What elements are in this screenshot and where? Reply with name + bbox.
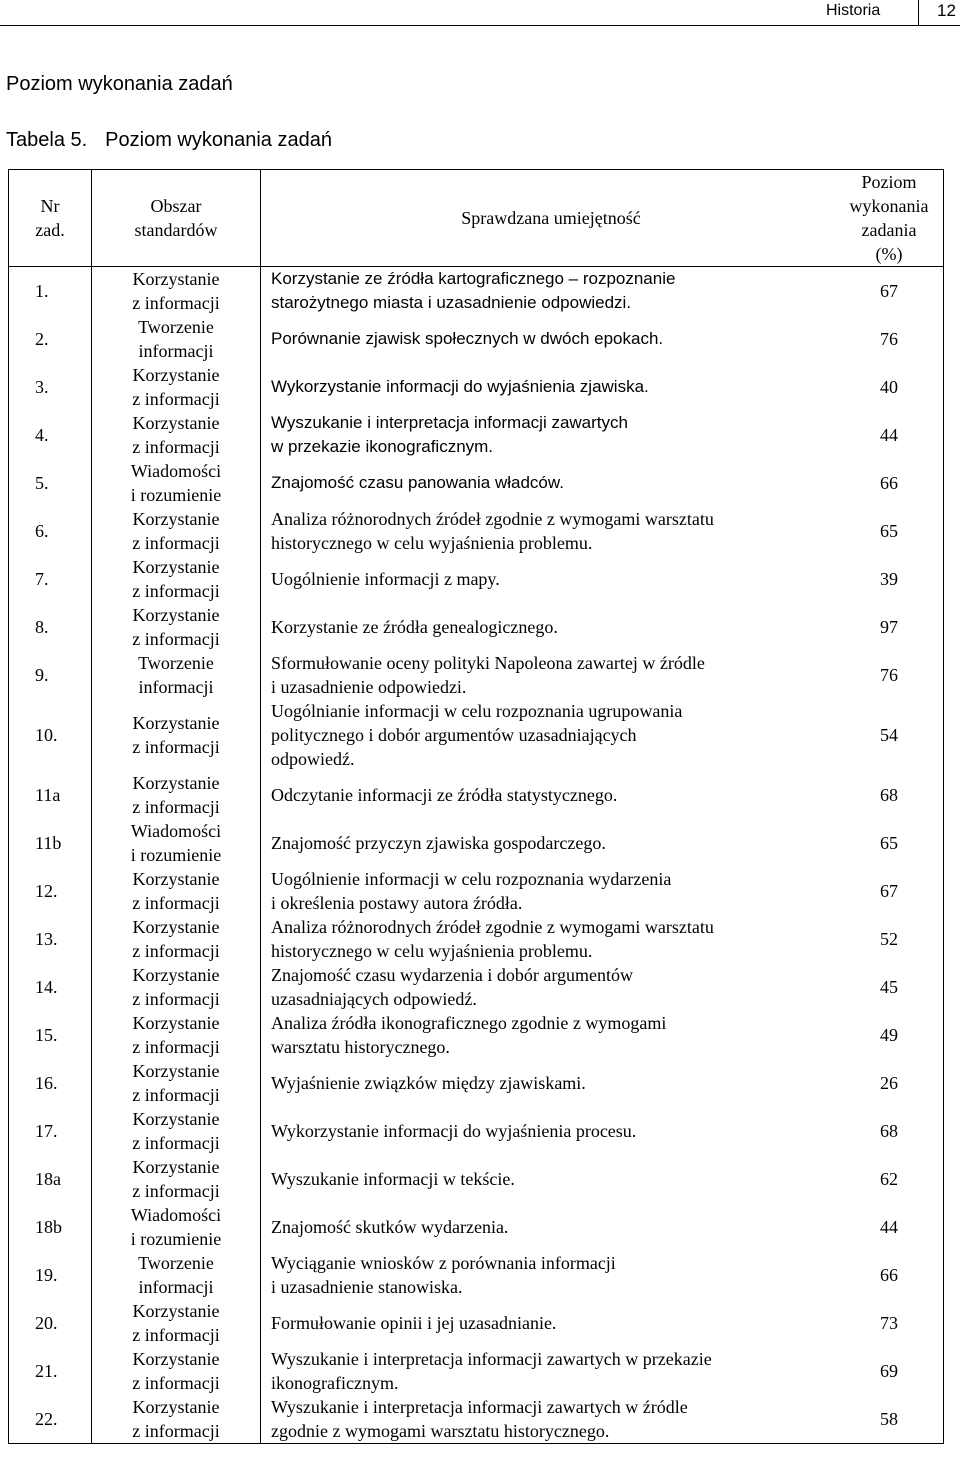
task-number: 11b: [9, 819, 92, 867]
standard-area: [92, 915, 261, 963]
table-row: [9, 1203, 944, 1251]
tested-skill: [261, 507, 836, 555]
table-row: [9, 819, 944, 867]
standard-area-line: Korzystanie: [132, 509, 220, 529]
header-rule: [0, 25, 960, 26]
page-header: [0, 0, 960, 26]
completion-percent: 45: [835, 963, 944, 1011]
completion-percent: 54: [835, 699, 944, 771]
standard-area-line: informacji: [138, 1277, 214, 1297]
table-row: [9, 459, 944, 507]
table-caption-label: Tabela 5.: [6, 129, 88, 151]
standard-area-line: Korzystanie: [132, 557, 220, 577]
standard-area-line: z informacji: [132, 533, 220, 553]
table-row: [9, 651, 944, 699]
standard-area: [92, 363, 261, 411]
standard-area-line: z informacji: [132, 1181, 220, 1201]
completion-percent: 76: [835, 315, 944, 363]
standard-area: [92, 963, 261, 1011]
standard-area-line: Korzystanie: [132, 1301, 220, 1321]
completion-percent: 49: [835, 1011, 944, 1059]
standard-area-line: Korzystanie: [132, 605, 220, 625]
section-title: Poziom wykonania zadań: [6, 73, 233, 95]
standard-area-line: z informacji: [132, 797, 220, 817]
standard-area-line: Wiadomości: [130, 461, 222, 481]
tested-skill: [261, 363, 836, 411]
tested-skill: [261, 1251, 836, 1299]
table-row: [9, 1059, 944, 1107]
standard-area-line: Korzystanie: [132, 917, 220, 937]
tested-skill: [261, 915, 836, 963]
task-number: 22.: [9, 1395, 92, 1444]
table-row: [9, 771, 944, 819]
completion-percent: 62: [835, 1155, 944, 1203]
standard-area-line: Korzystanie: [132, 869, 220, 889]
task-number: 7.: [9, 555, 92, 603]
tested-skill: [261, 1011, 836, 1059]
table-row: [9, 1155, 944, 1203]
col-header-pct-line: Poziom: [861, 172, 917, 192]
table-row: [9, 963, 944, 1011]
results-table: [8, 169, 944, 1444]
task-number: 17.: [9, 1107, 92, 1155]
table-row: [9, 867, 944, 915]
standard-area-line: z informacji: [132, 437, 220, 457]
tested-skill: [261, 771, 836, 819]
table-row: [9, 1299, 944, 1347]
col-header-nr: [9, 170, 92, 267]
completion-percent: 44: [835, 1203, 944, 1251]
table-caption-title: Poziom wykonania zadań: [105, 129, 332, 151]
task-number: 9.: [9, 651, 92, 699]
col-header-pct-line: wykonania: [849, 196, 929, 216]
standard-area: [92, 459, 261, 507]
tested-skill-line: zgodnie z wymogami warsztatu historycznego.: [271, 1421, 610, 1441]
task-number: 20.: [9, 1299, 92, 1347]
standard-area: [92, 867, 261, 915]
standard-area: [92, 1251, 261, 1299]
standard-area: [92, 1203, 261, 1251]
standard-area-line: z informacji: [132, 293, 220, 313]
tested-skill: [261, 1347, 836, 1395]
table-row: [9, 1347, 944, 1395]
tested-skill-line: i uzasadnienie odpowiedzi.: [271, 677, 467, 697]
standard-area: [92, 1347, 261, 1395]
tested-skill-line: Analiza źródła ikonograficznego zgodnie z wymogami: [271, 1013, 667, 1033]
standard-area: [92, 1107, 261, 1155]
tested-skill: [261, 1203, 836, 1251]
standard-area: [92, 555, 261, 603]
tested-skill-line: i uzasadnienie stanowiska.: [271, 1277, 463, 1297]
standard-area-line: z informacji: [132, 1133, 220, 1153]
tested-skill-line: Wyszukanie informacji w tekście.: [271, 1169, 515, 1189]
standard-area-line: z informacji: [132, 1325, 220, 1345]
completion-percent: 73: [835, 1299, 944, 1347]
col-header-nr-line: zad.: [35, 220, 65, 240]
table-row: [9, 363, 944, 411]
task-number: 18a: [9, 1155, 92, 1203]
tested-skill: [261, 1299, 836, 1347]
col-header-pct: [835, 170, 944, 267]
tested-skill-line: historycznego w celu wyjaśnienia problemu.: [271, 533, 593, 553]
standard-area-line: z informacji: [132, 989, 220, 1009]
standard-area: [92, 1395, 261, 1444]
task-number: 18b: [9, 1203, 92, 1251]
tested-skill-line: starożytnego miasta i uzasadnienie odpowiedzi.: [271, 293, 632, 312]
completion-percent: 67: [835, 867, 944, 915]
standard-area-line: z informacji: [132, 1037, 220, 1057]
standard-area: [92, 771, 261, 819]
standard-area-line: Tworzenie: [138, 653, 214, 673]
standard-area-line: Tworzenie: [138, 1253, 214, 1273]
tested-skill: [261, 315, 836, 363]
completion-percent: 66: [835, 1251, 944, 1299]
col-header-pct-line: (%): [875, 244, 903, 264]
completion-percent: 66: [835, 459, 944, 507]
tested-skill-line: Znajomość przyczyn zjawiska gospodarczego.: [271, 833, 606, 853]
tested-skill-line: i określenia postawy autora źródła.: [271, 893, 523, 913]
tested-skill-line: odpowiedź.: [271, 749, 355, 769]
tested-skill-line: Analiza różnorodnych źródeł zgodnie z wymogami warsztatu: [271, 509, 714, 529]
standard-area-line: Korzystanie: [132, 365, 220, 385]
tested-skill-line: warsztatu historycznego.: [271, 1037, 450, 1057]
tested-skill: [261, 1107, 836, 1155]
standard-area-line: z informacji: [132, 941, 220, 961]
header-divider: [918, 0, 919, 25]
standard-area-line: z informacji: [132, 629, 220, 649]
table-row: [9, 267, 944, 316]
tested-skill: [261, 1059, 836, 1107]
table-row: [9, 1011, 944, 1059]
standard-area: [92, 1155, 261, 1203]
table-row: [9, 915, 944, 963]
standard-area: [92, 315, 261, 363]
tested-skill: [261, 555, 836, 603]
tested-skill-line: ikonograficznym.: [271, 1373, 399, 1393]
col-header-nr-line: Nr: [40, 196, 60, 216]
task-number: 15.: [9, 1011, 92, 1059]
tested-skill: [261, 603, 836, 651]
completion-percent: 68: [835, 771, 944, 819]
standard-area: [92, 507, 261, 555]
subject-label: Historia: [826, 2, 881, 19]
tested-skill-line: Znajomość czasu wydarzenia i dobór argumentów: [271, 965, 634, 985]
standard-area-line: i rozumienie: [130, 485, 222, 505]
tested-skill-line: Odczytanie informacji ze źródła statystycznego.: [271, 785, 618, 805]
task-number: 4.: [9, 411, 92, 459]
table-row: [9, 555, 944, 603]
tested-skill-line: Formułowanie opinii i jej uzasadnianie.: [271, 1313, 557, 1333]
standard-area-line: Korzystanie: [132, 1157, 220, 1177]
tested-skill: [261, 459, 836, 507]
tested-skill: [261, 867, 836, 915]
completion-percent: 65: [835, 819, 944, 867]
completion-percent: 65: [835, 507, 944, 555]
tested-skill-line: Wyciąganie wniosków z porównania informacji: [271, 1253, 616, 1273]
task-number: 6.: [9, 507, 92, 555]
tested-skill-line: Znajomość czasu panowania władców.: [271, 473, 564, 492]
standard-area-line: Korzystanie: [132, 1397, 220, 1417]
tested-skill-line: Uogólnianie informacji w celu rozpoznania ugrupowania: [271, 701, 683, 721]
standard-area: [92, 819, 261, 867]
task-number: 16.: [9, 1059, 92, 1107]
tested-skill: [261, 1395, 836, 1444]
tested-skill-line: Wyjaśnienie związków między zjawiskami.: [271, 1073, 586, 1093]
standard-area-line: z informacji: [132, 1373, 220, 1393]
completion-percent: 76: [835, 651, 944, 699]
tested-skill-line: Uogólnienie informacji w celu rozpoznania wydarzenia: [271, 869, 672, 889]
table-caption: [6, 129, 332, 152]
table-row: [9, 603, 944, 651]
table-row: [9, 1107, 944, 1155]
standard-area-line: i rozumienie: [130, 1229, 222, 1249]
task-number: 10.: [9, 699, 92, 771]
tested-skill-line: Wyszukanie i interpretacja informacji zawartych: [271, 413, 628, 432]
tested-skill-line: w przekazie ikonograficznym.: [271, 437, 494, 456]
standard-area-line: informacji: [138, 677, 214, 697]
task-number: 12.: [9, 867, 92, 915]
tested-skill: [261, 267, 836, 316]
standard-area-line: z informacji: [132, 1085, 220, 1105]
col-header-area: [92, 170, 261, 267]
standard-area: [92, 699, 261, 771]
task-number: 8.: [9, 603, 92, 651]
tested-skill: [261, 819, 836, 867]
completion-percent: 68: [835, 1107, 944, 1155]
task-number: 3.: [9, 363, 92, 411]
standard-area-line: Korzystanie: [132, 773, 220, 793]
standard-area-line: Wiadomości: [130, 1205, 222, 1225]
page-number: 12: [937, 1, 956, 20]
table-row: [9, 411, 944, 459]
standard-area: [92, 1059, 261, 1107]
tested-skill-line: Wykorzystanie informacji do wyjaśnienia procesu.: [271, 1121, 637, 1141]
standard-area: [92, 1011, 261, 1059]
task-number: 11a: [9, 771, 92, 819]
standard-area: [92, 1299, 261, 1347]
task-number: 2.: [9, 315, 92, 363]
completion-percent: 52: [835, 915, 944, 963]
tested-skill: [261, 963, 836, 1011]
col-header-area-line: standardów: [134, 220, 218, 240]
standard-area-line: Wiadomości: [130, 821, 222, 841]
tested-skill-line: Wyszukanie i interpretacja informacji zawartych w źródle: [271, 1397, 688, 1417]
task-number: 13.: [9, 915, 92, 963]
standard-area-line: Korzystanie: [132, 1109, 220, 1129]
standard-area-line: Korzystanie: [132, 713, 220, 733]
task-number: 21.: [9, 1347, 92, 1395]
standard-area-line: Korzystanie: [132, 1349, 220, 1369]
tested-skill-line: politycznego i dobór argumentów uzasadniających: [271, 725, 637, 745]
standard-area-line: Korzystanie: [132, 269, 220, 289]
col-header-skill: [261, 170, 836, 267]
standard-area-line: i rozumienie: [130, 845, 222, 865]
completion-percent: 39: [835, 555, 944, 603]
table-body: [9, 267, 944, 1444]
tested-skill-line: Korzystanie ze źródła genealogicznego.: [271, 617, 558, 637]
table-row: [9, 1395, 944, 1444]
standard-area-line: Korzystanie: [132, 1013, 220, 1033]
completion-percent: 67: [835, 267, 944, 316]
tested-skill-line: Sformułowanie oceny polityki Napoleona zawartej w źródle: [271, 653, 705, 673]
tested-skill-line: Korzystanie ze źródła kartograficznego – rozpoznanie: [271, 269, 676, 288]
tested-skill: [261, 1155, 836, 1203]
standard-area-line: z informacji: [132, 581, 220, 601]
standard-area-line: Tworzenie: [138, 317, 214, 337]
tested-skill-line: Porównanie zjawisk społecznych w dwóch epokach.: [271, 329, 664, 348]
standard-area-line: z informacji: [132, 893, 220, 913]
completion-percent: 26: [835, 1059, 944, 1107]
standard-area: [92, 411, 261, 459]
col-header-skill-line: Sprawdzana umiejętność: [461, 208, 641, 228]
tested-skill: [261, 411, 836, 459]
table-row: [9, 315, 944, 363]
col-header-pct-line: zadania: [861, 220, 917, 240]
tested-skill-line: Uogólnienie informacji z mapy.: [271, 569, 500, 589]
standard-area-line: Korzystanie: [132, 965, 220, 985]
tested-skill-line: uzasadniających odpowiedź.: [271, 989, 477, 1009]
completion-percent: 58: [835, 1395, 944, 1444]
standard-area: [92, 651, 261, 699]
completion-percent: 69: [835, 1347, 944, 1395]
tested-skill: [261, 699, 836, 771]
tested-skill: [261, 651, 836, 699]
standard-area-line: Korzystanie: [132, 1061, 220, 1081]
completion-percent: 44: [835, 411, 944, 459]
table-row: [9, 699, 944, 771]
tested-skill-line: Wykorzystanie informacji do wyjaśnienia zjawiska.: [271, 377, 649, 396]
task-number: 14.: [9, 963, 92, 1011]
tested-skill-line: Analiza różnorodnych źródeł zgodnie z wymogami warsztatu: [271, 917, 714, 937]
tested-skill-line: Wyszukanie i interpretacja informacji zawartych w przekazie: [271, 1349, 712, 1369]
standard-area: [92, 603, 261, 651]
table-row: [9, 507, 944, 555]
completion-percent: 97: [835, 603, 944, 651]
standard-area-line: informacji: [138, 341, 214, 361]
col-header-area-line: Obszar: [150, 196, 202, 216]
standard-area-line: z informacji: [132, 389, 220, 409]
tested-skill-line: historycznego w celu wyjaśnienia problemu.: [271, 941, 593, 961]
completion-percent: 40: [835, 363, 944, 411]
standard-area-line: z informacji: [132, 1421, 220, 1441]
task-number: 5.: [9, 459, 92, 507]
task-number: 1.: [9, 267, 92, 316]
standard-area-line: Korzystanie: [132, 413, 220, 433]
tested-skill-line: Znajomość skutków wydarzenia.: [271, 1217, 509, 1237]
table-header-row: [9, 170, 944, 267]
table-row: [9, 1251, 944, 1299]
task-number: 19.: [9, 1251, 92, 1299]
standard-area-line: z informacji: [132, 737, 220, 757]
standard-area: [92, 267, 261, 316]
